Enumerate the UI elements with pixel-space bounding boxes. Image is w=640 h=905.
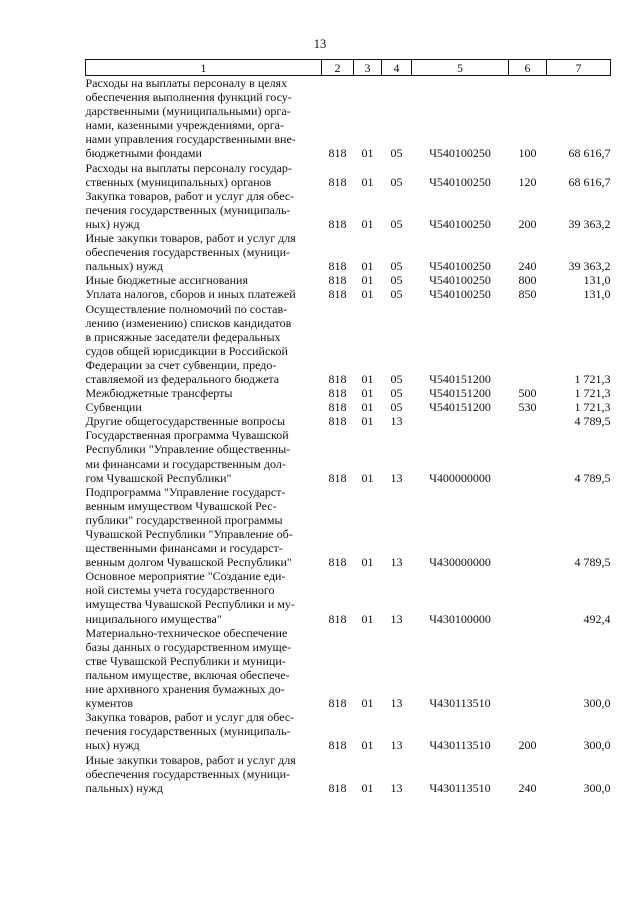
table-row <box>86 400 611 414</box>
row-ministry-code: 818 <box>328 738 347 753</box>
row-name-line: печения государственных (муниципаль- <box>85 202 291 217</box>
row-name-line: Чувашской Республики "Управление об- <box>85 527 293 541</box>
row-name-line: в присяжные заседатели федеральных <box>85 329 281 344</box>
row-target-code: Ч540100250 <box>429 146 491 161</box>
row-subsection-code: 05 <box>390 386 403 401</box>
row-ministry-code: 818 <box>328 386 347 401</box>
row-name-line: Расходы на выплаты персоналу в целях <box>85 76 288 90</box>
row-expense-type-code: 500 <box>518 386 537 401</box>
row-target-code: Ч540100250 <box>429 273 491 288</box>
row-name-line: Федерации за счет субвенции, предо- <box>85 357 277 372</box>
row-expense-type-code <box>509 302 547 387</box>
row-name <box>86 161 322 189</box>
row-name-line: гом Чувашской Республики" <box>85 470 232 485</box>
row-name-line: Субвенции <box>85 400 142 415</box>
col-header-7: 7 <box>547 60 611 76</box>
row-name <box>86 189 322 231</box>
row-section-code: 01 <box>361 696 374 711</box>
col-header-4: 4 <box>382 60 412 76</box>
row-target-code: Ч540100250 <box>429 259 491 274</box>
row-name <box>86 76 322 161</box>
row-name-line: кументов <box>85 696 134 711</box>
row-expense-type-code <box>509 485 547 570</box>
row-amount: 300,0 <box>583 696 611 711</box>
row-subsection-code: 13 <box>390 780 403 795</box>
row-name-line: стве Чувашской Республики и муници- <box>85 653 286 668</box>
row-ministry-code: 818 <box>328 696 347 711</box>
row-expense-type-code: 120 <box>518 174 537 189</box>
row-name-line: публики" государственной программы <box>85 512 283 527</box>
row-expense-type-code: 200 <box>518 216 537 231</box>
row-name-line: пальном имуществе, включая обеспече- <box>85 667 290 682</box>
row-target-code: Ч540100250 <box>429 216 491 231</box>
row-name <box>86 231 322 273</box>
row-subsection-code: 13 <box>390 414 403 429</box>
row-amount: 300,0 <box>583 780 611 795</box>
table-row <box>86 161 611 189</box>
row-target-code: Ч430113510 <box>429 780 491 795</box>
row-ministry-code: 818 <box>328 216 347 231</box>
row-expense-type-code <box>509 414 547 428</box>
row-target-code: Ч540151200 <box>429 400 491 415</box>
row-name <box>86 428 322 484</box>
row-subsection-code: 05 <box>390 216 403 231</box>
col-header-2: 2 <box>322 60 354 76</box>
row-name-line: Осуществление полномочий по состав- <box>85 301 288 316</box>
table-row <box>86 273 611 287</box>
row-expense-type-code <box>509 569 547 625</box>
row-name-line: Расходы на выплаты персоналу государ- <box>85 160 292 175</box>
row-subsection-code: 05 <box>390 273 403 288</box>
row-ministry-code: 818 <box>328 146 347 161</box>
row-subsection-code: 13 <box>390 470 403 485</box>
col-header-1: 1 <box>86 60 322 76</box>
row-section-code: 01 <box>361 273 374 288</box>
row-name-line: судов общей юрисдикции в Российской <box>85 343 288 358</box>
row-target-code: Ч540100250 <box>429 287 491 302</box>
row-section-code: 01 <box>361 414 374 429</box>
row-section-code: 01 <box>361 259 374 274</box>
row-target-code: Ч430113510 <box>429 696 491 711</box>
row-expense-type-code: 530 <box>518 400 537 415</box>
row-expense-type-code: 240 <box>518 780 537 795</box>
header-row <box>86 60 611 76</box>
row-amount: 1 721,3 <box>574 371 611 386</box>
row-amount: 492,4 <box>583 611 611 626</box>
row-target-code: Ч430113510 <box>429 738 491 753</box>
row-name-line: Другие общегосударственные вопросы <box>85 414 286 429</box>
row-target-code: Ч540100250 <box>429 174 491 189</box>
row-name-line: ных) нужд <box>85 216 140 231</box>
row-name-line: печения государственных (муниципаль- <box>85 724 291 739</box>
row-subsection-code: 05 <box>390 146 403 161</box>
row-ministry-code: 818 <box>328 400 347 415</box>
row-amount: 4 789,5 <box>574 470 611 485</box>
row-name <box>86 386 322 400</box>
page-number: 13 <box>313 37 327 51</box>
table-row <box>86 428 611 484</box>
row-amount: 39 363,2 <box>568 259 611 274</box>
col-header-6: 6 <box>509 60 547 76</box>
row-name-line: венным имуществом Чувашской Рес- <box>85 498 277 513</box>
row-amount: 131,0 <box>583 287 611 302</box>
row-section-code: 01 <box>361 738 374 753</box>
row-amount: 4 789,5 <box>574 414 611 429</box>
row-name-line: ние архивного хранения бумажных до- <box>85 682 285 697</box>
row-subsection-code: 05 <box>390 174 403 189</box>
table-row <box>86 386 611 400</box>
row-name-line: ных) нужд <box>85 738 140 753</box>
row-section-code: 01 <box>361 400 374 415</box>
row-ministry-code: 818 <box>328 273 347 288</box>
row-name-line: Иные бюджетные ассигнования <box>85 273 248 288</box>
row-name-line: Государственная программа Чувашской <box>85 428 289 443</box>
row-name-line: обеспечения выполнения функций госу- <box>85 90 292 105</box>
table-row <box>86 231 611 273</box>
row-name <box>86 753 322 795</box>
row-target-code: Ч540151200 <box>429 371 491 386</box>
row-name <box>86 626 322 711</box>
row-name <box>86 414 322 428</box>
row-name <box>86 569 322 625</box>
row-subsection-code: 05 <box>390 400 403 415</box>
row-expense-type-code: 800 <box>518 273 537 288</box>
row-name-line: ми финансами и государственным дол- <box>85 456 286 471</box>
row-name-line: нами, казенными учреждениями, орга- <box>85 118 284 133</box>
row-name <box>86 485 322 570</box>
row-name-line: обеспечения государственных (муници- <box>85 245 291 260</box>
row-expense-type-code: 200 <box>518 738 537 753</box>
row-expense-type-code: 240 <box>518 259 537 274</box>
row-section-code: 01 <box>361 470 374 485</box>
row-ministry-code: 818 <box>328 780 347 795</box>
row-name-line: нами управления государственными вне- <box>85 132 296 147</box>
row-target-code: Ч400000000 <box>429 470 491 485</box>
row-target-code: Ч430000000 <box>429 555 491 570</box>
row-ministry-code: 818 <box>328 470 347 485</box>
row-amount: 1 721,3 <box>574 400 611 415</box>
row-amount: 68 616,7 <box>568 146 611 161</box>
row-ministry-code: 818 <box>328 414 347 429</box>
table-row <box>86 287 611 301</box>
row-name-line: щественными финансами и государст- <box>85 541 283 556</box>
table-row <box>86 414 611 428</box>
table-row <box>86 569 611 625</box>
row-target-code: Ч430100000 <box>429 611 491 626</box>
table-row <box>86 302 611 387</box>
row-subsection-code: 13 <box>390 738 403 753</box>
row-section-code: 01 <box>361 780 374 795</box>
row-name-line: Подпрограмма "Управление государст- <box>85 484 286 499</box>
row-section-code: 01 <box>361 555 374 570</box>
row-name-line: Закупка товаров, работ и услуг для обес- <box>85 188 295 203</box>
row-name-line: венным долгом Чувашской Республики" <box>85 555 292 570</box>
row-name-line: Закупка товаров, работ и услуг для обес- <box>85 710 295 725</box>
row-amount: 300,0 <box>583 738 611 753</box>
table-row <box>86 753 611 795</box>
row-name <box>86 287 322 301</box>
table-row <box>86 189 611 231</box>
budget-table-body <box>86 76 611 795</box>
row-ministry-code: 818 <box>328 287 347 302</box>
row-subsection-code: 13 <box>390 611 403 626</box>
row-name-line: Межбюджетные трансферты <box>85 386 233 401</box>
row-name-line: пальных) нужд <box>85 780 163 795</box>
row-section-code: 01 <box>361 371 374 386</box>
col-header-3: 3 <box>354 60 382 76</box>
row-subsection-code: 13 <box>390 696 403 711</box>
row-name-line: Иные закупки товаров, работ и услуг для <box>85 231 296 246</box>
table-row <box>86 710 611 752</box>
row-subsection-code: 13 <box>390 555 403 570</box>
row-amount: 68 616,7 <box>568 174 611 189</box>
col-header-5: 5 <box>412 60 509 76</box>
row-amount: 1 721,3 <box>574 386 611 401</box>
table-row <box>86 626 611 711</box>
table-row <box>86 76 611 161</box>
row-ministry-code: 818 <box>328 174 347 189</box>
row-ministry-code: 818 <box>328 259 347 274</box>
row-name-line: ниципального имущества" <box>85 611 222 626</box>
row-section-code: 01 <box>361 386 374 401</box>
row-ministry-code: 818 <box>328 555 347 570</box>
row-ministry-code: 818 <box>328 611 347 626</box>
row-subsection-code: 05 <box>390 259 403 274</box>
row-expense-type-code <box>509 626 547 711</box>
row-subsection-code: 05 <box>390 371 403 386</box>
row-expense-type-code: 100 <box>518 146 537 161</box>
row-section-code: 01 <box>361 216 374 231</box>
row-target-code <box>412 414 509 428</box>
row-section-code: 01 <box>361 287 374 302</box>
row-name <box>86 302 322 387</box>
row-name-line: Иные закупки товаров, работ и услуг для <box>85 752 296 767</box>
row-subsection-code: 05 <box>390 287 403 302</box>
table-row <box>86 485 611 570</box>
row-name-line: ственных (муниципальных) органов <box>85 174 272 189</box>
row-name-line: базы данных о государственном имуще- <box>85 639 292 654</box>
row-name-line: имущества Чувашской Республики и му- <box>85 597 295 612</box>
row-name-line: Материально-техническое обеспечение <box>85 625 288 640</box>
row-name-line: Основное мероприятие "Создание еди- <box>85 569 286 584</box>
row-name <box>86 400 322 414</box>
row-section-code: 01 <box>361 611 374 626</box>
row-expense-type-code <box>509 428 547 484</box>
row-expense-type-code: 850 <box>518 287 537 302</box>
row-name-line: Уплата налогов, сборов и иных платежей <box>85 287 296 302</box>
row-section-code: 01 <box>361 146 374 161</box>
row-name-line: пальных) нужд <box>85 259 163 274</box>
row-name-line: ной системы учета государственного <box>85 583 275 598</box>
row-name <box>86 273 322 287</box>
row-amount: 39 363,2 <box>568 216 611 231</box>
row-name-line: дарственными (муниципальными) орга- <box>85 104 291 119</box>
row-amount: 131,0 <box>583 273 611 288</box>
row-name-line: ставляемой из федерального бюджета <box>85 371 280 386</box>
row-ministry-code: 818 <box>328 371 347 386</box>
row-target-code: Ч540151200 <box>429 386 491 401</box>
row-name <box>86 710 322 752</box>
budget-table <box>85 59 611 795</box>
row-name-line: лению (изменению) списков кандидатов <box>85 315 292 330</box>
row-section-code: 01 <box>361 174 374 189</box>
row-name-line: Республики "Управление общественны- <box>85 442 291 457</box>
row-name-line: обеспечения государственных (муници- <box>85 766 291 781</box>
row-amount: 4 789,5 <box>574 555 611 570</box>
row-name-line: бюджетными фондами <box>85 146 202 161</box>
